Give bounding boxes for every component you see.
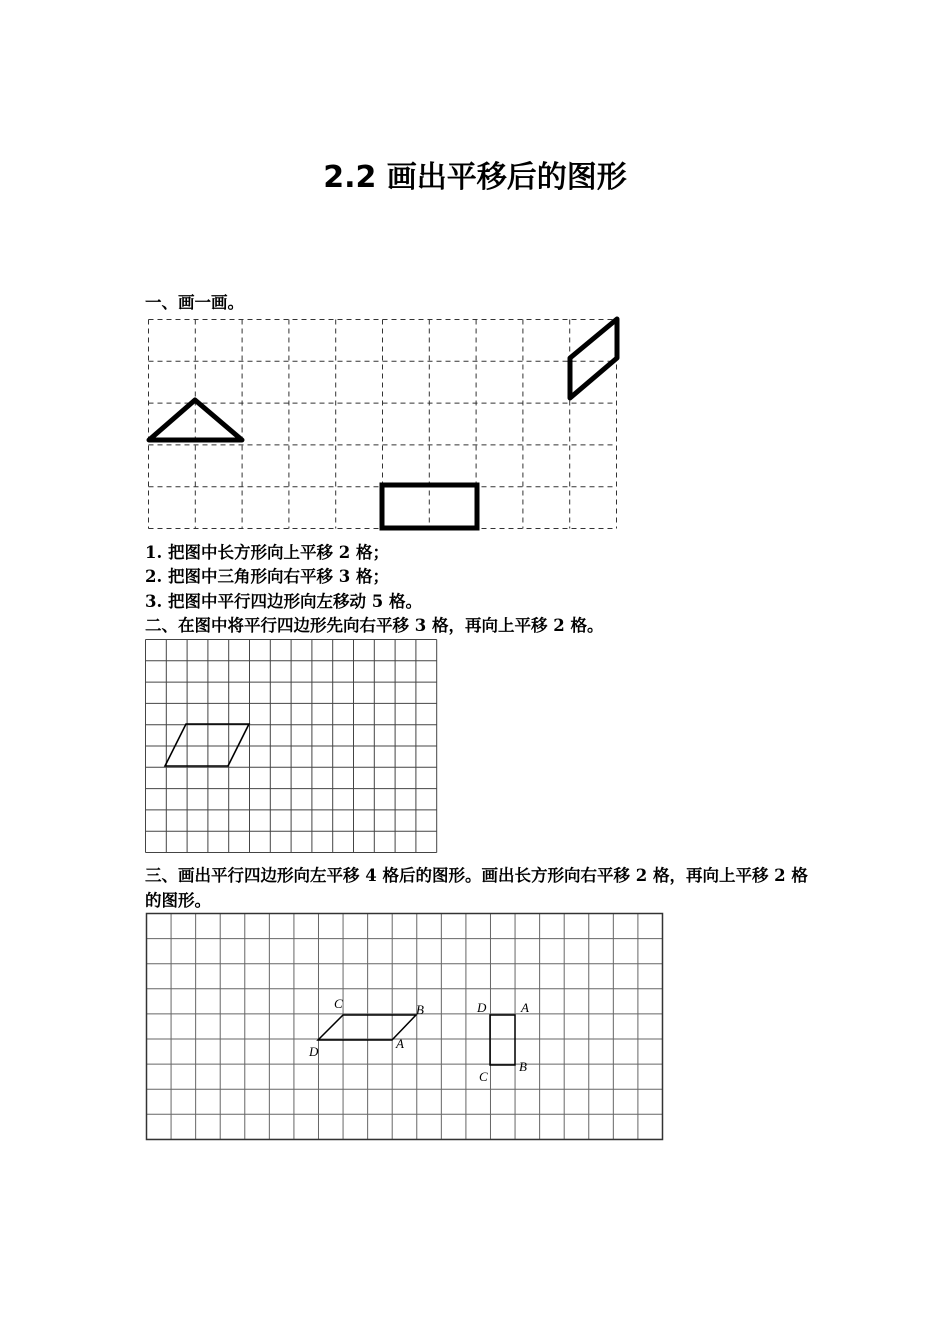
label-rect-b: B xyxy=(519,1059,527,1074)
label-para-c: C xyxy=(334,996,343,1011)
label-para-d: D xyxy=(309,1044,319,1059)
label-para-a: A xyxy=(396,1036,404,1051)
label-rect-c: C xyxy=(479,1069,488,1084)
page-title: 2.2 画出平移后的图形 xyxy=(323,160,627,195)
section2-heading: 二、在图中将平行四边形先向右平移 3 格，再向上平移 2 格。 xyxy=(145,616,604,635)
task-2: 2. 把图中三角形向右平移 3 格； xyxy=(145,567,389,586)
section3-heading: 三、画出平行四边形向左平移 4 格后的图形。画出长方形向右平移 2 格，再向上平移 2 格的图形。 xyxy=(145,866,808,910)
rectangle-3-shape xyxy=(490,1015,515,1065)
label-para-b: B xyxy=(416,1002,424,1017)
task-3: 3. 把图中平行四边形向左移动 5 格。 xyxy=(145,592,422,611)
label-rect-d: D xyxy=(477,1000,487,1015)
label-rect-a: A xyxy=(521,1000,529,1015)
task-1: 1. 把图中长方形向上平移 2 格； xyxy=(145,543,389,562)
section1-heading: 一、画一画。 xyxy=(145,293,244,312)
